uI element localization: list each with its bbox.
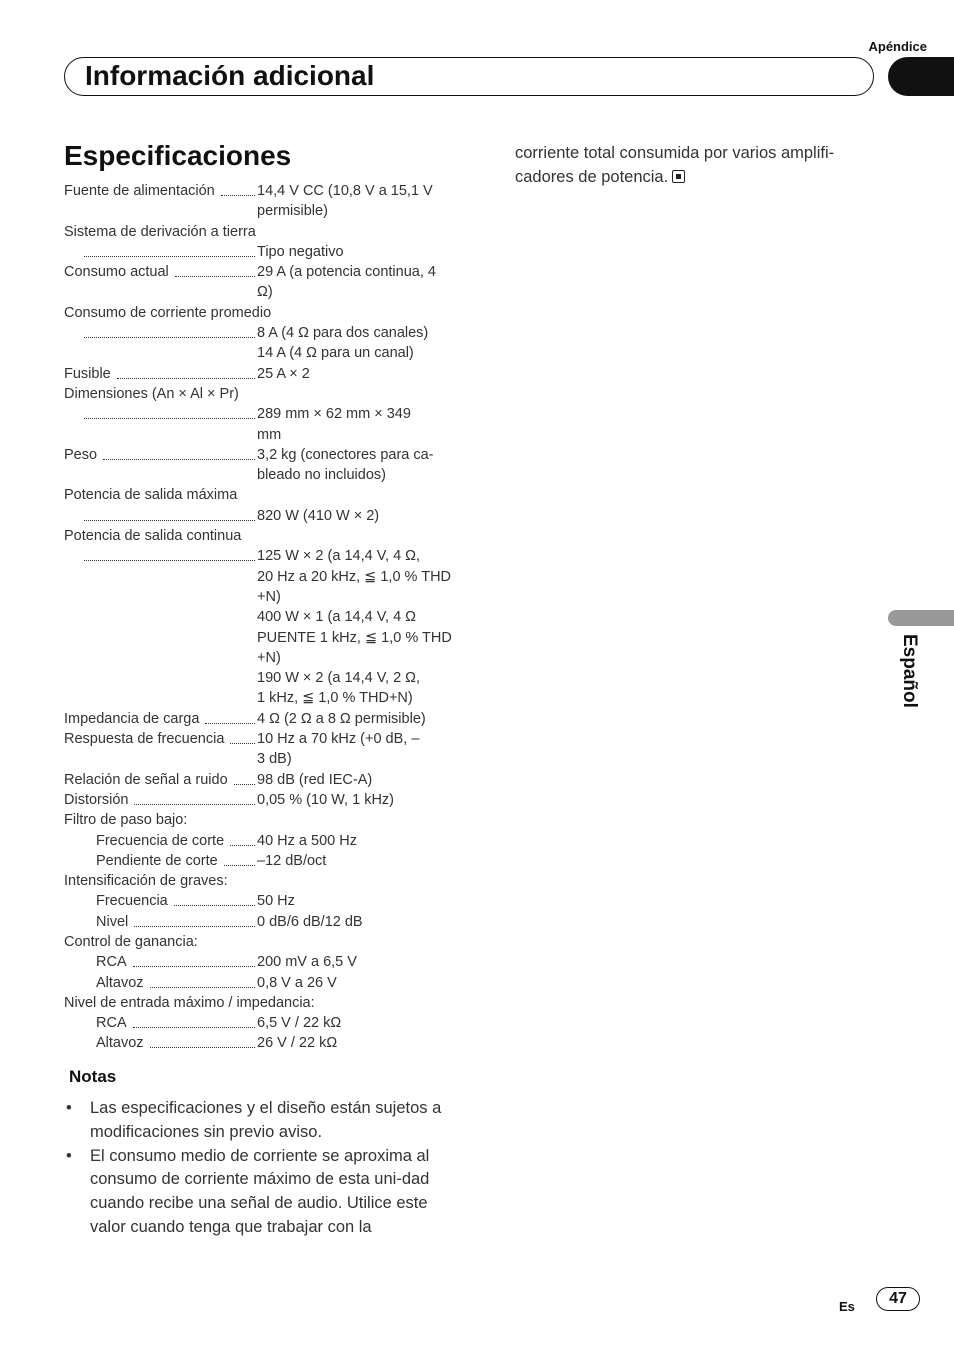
page-title: Especificaciones	[64, 140, 292, 171]
spec-row	[64, 1013, 454, 1033]
spec-row	[64, 343, 454, 363]
note-text: El consumo medio de corriente se aproxima al consumo de corriente máximo de esta uni-dad cuando recibe una señal de audio. Utilice este valor cuando tenga que trabajar con la	[90, 1146, 430, 1236]
appendix-label: Apéndice	[868, 39, 927, 54]
spec-row	[64, 607, 454, 627]
spec-label: RCA	[96, 954, 127, 971]
spec-row	[64, 181, 454, 201]
spec-group-heading: Control de ganancia:	[64, 933, 198, 950]
spec-value: 10 Hz a 70 kHz (+0 dB, –	[257, 731, 420, 748]
spec-value: 29 A (a potencia continua, 4	[257, 264, 436, 281]
spec-row	[64, 831, 454, 851]
spec-row	[64, 445, 454, 465]
spec-group-heading: Dimensiones (An × Al × Pr)	[64, 385, 239, 402]
spec-row	[64, 404, 454, 424]
spec-label: Fuente de alimentación	[64, 183, 215, 199]
spec-label: Nivel	[96, 913, 129, 930]
spec-value: 0,05 % (10 W, 1 kHz)	[257, 791, 394, 808]
spec-row	[64, 709, 454, 729]
spec-value: 26 V / 22 kΩ	[257, 1035, 338, 1052]
spec-value: 3,2 kg (conectores para ca-	[257, 446, 434, 463]
section-title: Información adicional	[85, 60, 375, 91]
dot-leader	[133, 1013, 255, 1028]
spec-value: 98 dB (red IEC-A)	[257, 771, 373, 788]
dot-leader	[134, 912, 255, 927]
bullet-icon: •	[66, 1099, 72, 1117]
notes-heading: Notas	[69, 1067, 117, 1086]
dot-leader	[103, 445, 255, 460]
spec-label: Distorsión	[64, 791, 129, 808]
dot-leader	[84, 242, 255, 257]
spec-value: 0 dB/6 dB/12 dB	[257, 913, 363, 930]
spec-row	[64, 364, 454, 384]
footer-language-code: Es	[839, 1299, 855, 1314]
dot-leader	[150, 973, 255, 988]
spec-group-heading: Potencia de salida continua	[64, 528, 242, 545]
spec-value: Tipo negativo	[257, 243, 344, 260]
section-header	[64, 57, 874, 96]
spec-label: Pendiente de corte	[96, 852, 218, 869]
spec-row	[64, 506, 454, 526]
spec-value: 25 A × 2	[257, 365, 310, 382]
spec-row	[64, 770, 454, 790]
spec-group-heading: Nivel de entrada máximo / impedancia:	[64, 994, 315, 1011]
spec-value: 400 W × 1 (a 14,4 V, 4 Ω	[257, 609, 417, 626]
language-tab-bar	[888, 610, 954, 626]
spec-row	[64, 567, 454, 587]
spec-value: mm	[257, 426, 282, 443]
notes-list	[64, 1097, 454, 1240]
spec-group-heading: Filtro de paso bajo:	[64, 812, 188, 829]
dot-leader	[224, 851, 255, 866]
spec-label: Frecuencia	[96, 893, 168, 910]
spec-label: Frecuencia de corte	[96, 832, 225, 849]
note-item	[64, 1097, 454, 1145]
spec-value: 20 Hz a 20 kHz, ≦ 1,0 % THD	[257, 568, 452, 585]
spec-row	[64, 425, 454, 445]
dot-leader	[117, 364, 255, 379]
note-continuation-text: corriente total consumida por varios amplifi-cadores de potencia.	[515, 144, 835, 186]
spec-value: 190 W × 2 (a 14,4 V, 2 Ω,	[257, 670, 421, 687]
spec-row	[64, 790, 454, 810]
note-text: Las especificaciones y el diseño están sujetos a modificaciones sin previo aviso.	[90, 1099, 442, 1141]
spec-row	[64, 648, 454, 668]
spec-row	[64, 668, 454, 688]
spec-value: +N)	[257, 588, 281, 605]
spec-label: Impedancia de carga	[64, 710, 200, 727]
spec-label: Fusible	[64, 365, 111, 382]
spec-value: 125 W × 2 (a 14,4 V, 4 Ω,	[257, 548, 421, 565]
notes-continuation	[515, 142, 875, 190]
spec-value: bleado no incluidos)	[257, 467, 386, 484]
spec-row	[64, 323, 454, 343]
spec-label: RCA	[96, 1015, 127, 1032]
spec-row	[64, 952, 454, 972]
spec-row	[64, 262, 454, 282]
spec-value: 200 mV a 6,5 V	[257, 954, 357, 971]
spec-group-heading: Potencia de salida máxima	[64, 487, 238, 504]
dot-leader	[150, 1033, 255, 1048]
spec-value: 14,4 V CC (10,8 V a 15,1 V	[257, 183, 433, 199]
note-item	[64, 1145, 454, 1240]
spec-value: 820 W (410 W × 2)	[257, 507, 380, 524]
spec-row	[64, 546, 454, 566]
spec-row	[64, 749, 454, 769]
spec-value: Ω)	[257, 284, 273, 301]
dot-leader	[134, 790, 255, 805]
spec-row	[64, 465, 454, 485]
spec-value: 4 Ω (2 Ω a 8 Ω permisible)	[257, 710, 426, 727]
spec-value: 50 Hz	[257, 893, 295, 910]
spec-row	[64, 891, 454, 911]
spec-label: Altavoz	[96, 974, 144, 991]
dot-leader	[230, 831, 255, 846]
dot-leader	[84, 323, 255, 338]
bullet-icon: •	[66, 1146, 72, 1165]
spec-value: 8 A (4 Ω para dos canales)	[257, 325, 429, 342]
spec-value: permisible)	[257, 203, 328, 220]
spec-row	[64, 242, 454, 262]
spec-group-heading: Intensificación de graves:	[64, 873, 228, 890]
dot-leader	[221, 181, 255, 196]
spec-value: 14 A (4 Ω para un canal)	[257, 345, 414, 362]
dot-leader	[133, 952, 255, 967]
spec-label: Relación de señal a ruido	[64, 771, 228, 788]
spec-value: –12 dB/oct	[257, 852, 327, 869]
spec-row	[64, 282, 454, 302]
dot-leader	[230, 729, 255, 744]
spec-row	[64, 973, 454, 993]
dot-leader	[84, 546, 255, 561]
dot-leader	[234, 770, 255, 785]
language-tab-label: Español	[899, 634, 920, 708]
specifications-list	[64, 181, 454, 1054]
spec-value: 3 dB)	[257, 751, 292, 768]
spec-label: Respuesta de frecuencia	[64, 731, 225, 748]
spec-row	[64, 912, 454, 932]
spec-value: 1 kHz, ≦ 1,0 % THD+N)	[257, 690, 413, 707]
spec-label: Peso	[64, 446, 98, 463]
dot-leader	[84, 404, 255, 419]
dot-leader	[175, 262, 255, 277]
spec-row	[64, 851, 454, 871]
spec-row	[64, 628, 454, 648]
dot-leader	[205, 709, 255, 724]
spec-value: 6,5 V / 22 kΩ	[257, 1015, 342, 1032]
spec-value: 40 Hz a 500 Hz	[257, 832, 357, 849]
spec-row	[64, 201, 454, 221]
spec-value: PUENTE 1 kHz, ≦ 1,0 % THD	[257, 629, 452, 646]
dot-leader	[174, 891, 255, 906]
spec-row	[64, 688, 454, 708]
end-of-section-icon	[672, 170, 685, 183]
spec-group-heading: Sistema de derivación a tierra	[64, 223, 256, 240]
spec-row	[64, 587, 454, 607]
spec-group-heading: Consumo de corriente promedio	[64, 304, 272, 321]
dot-leader	[84, 506, 255, 521]
spec-row	[64, 729, 454, 749]
spec-value: +N)	[257, 649, 281, 666]
chapter-tab	[888, 57, 954, 96]
spec-label: Altavoz	[96, 1035, 144, 1052]
spec-row	[64, 1033, 454, 1053]
spec-value: 0,8 V a 26 V	[257, 974, 337, 991]
page-number: 47	[876, 1287, 920, 1311]
spec-value: 289 mm × 62 mm × 349	[257, 406, 411, 423]
spec-label: Consumo actual	[64, 264, 169, 281]
